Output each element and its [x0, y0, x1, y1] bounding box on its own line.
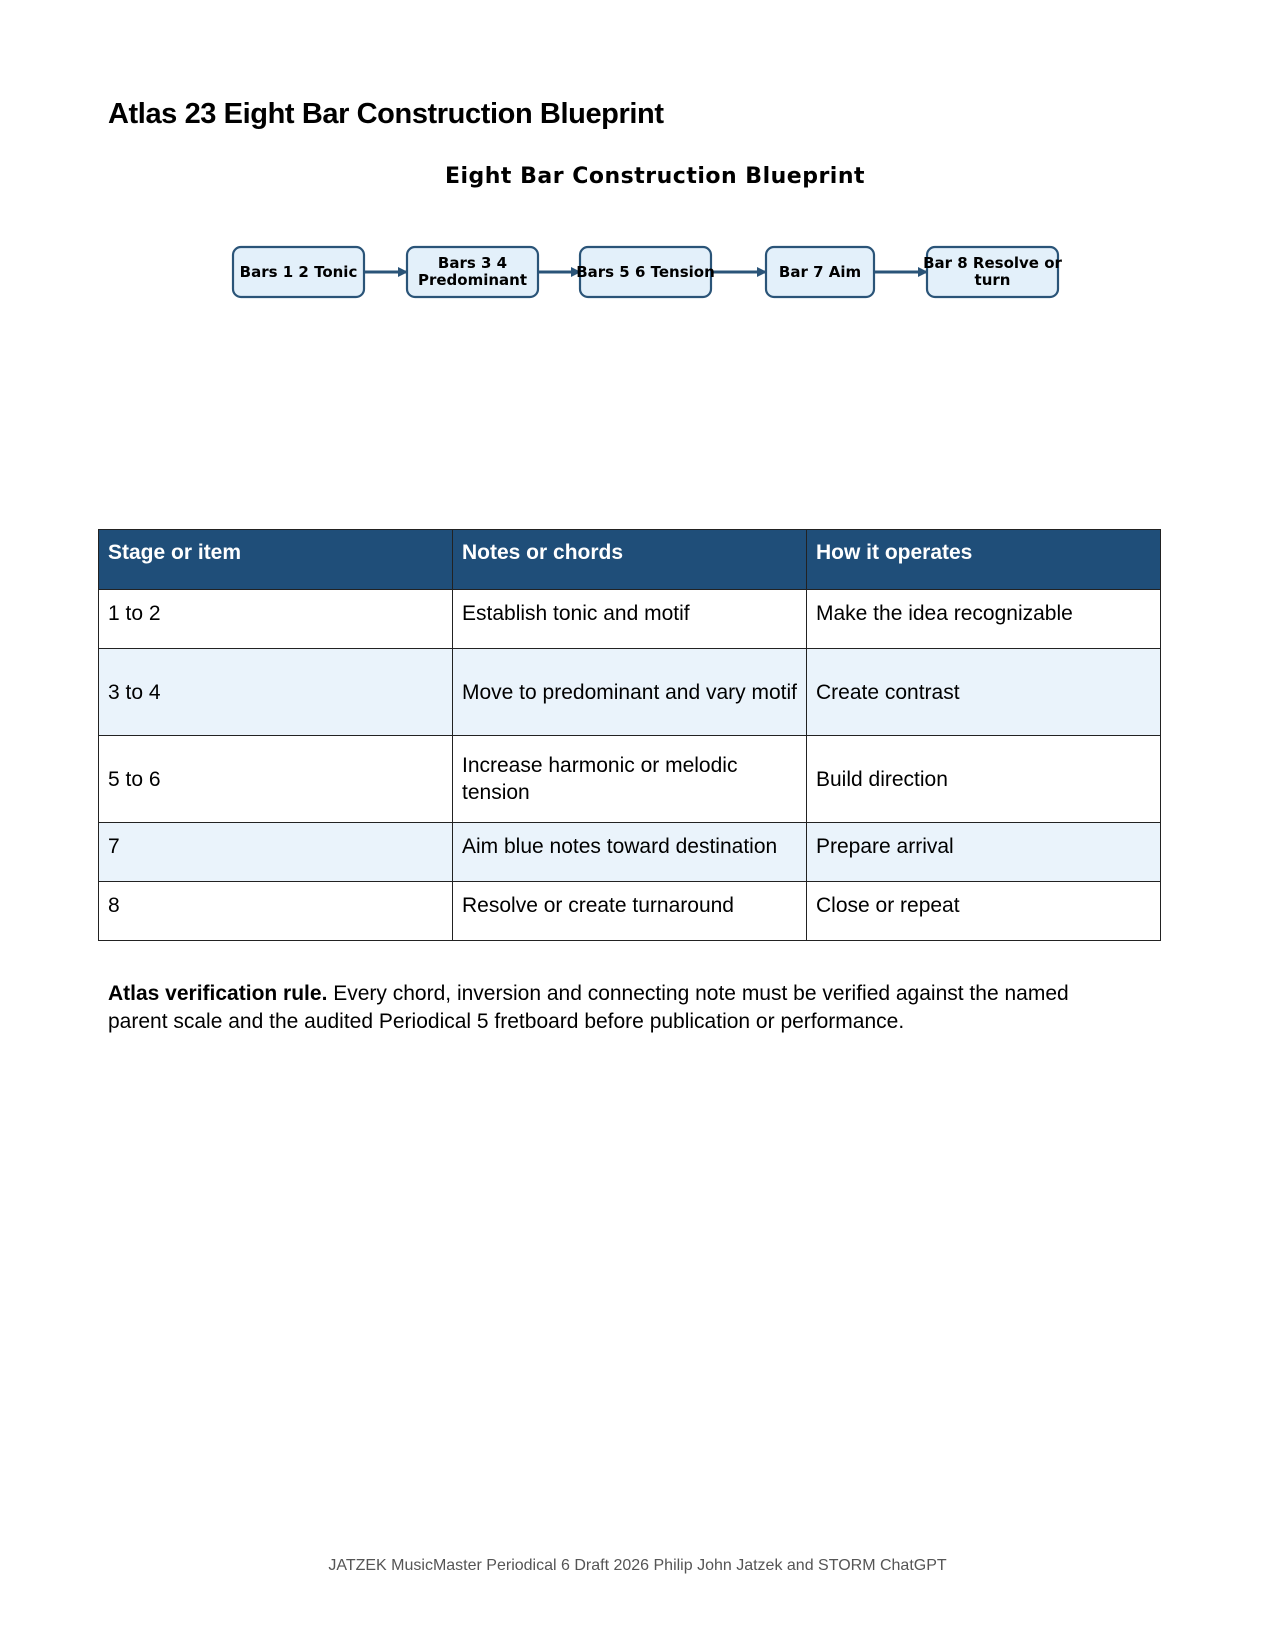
flow-node-label: Bars 3 4 Predominant [417, 254, 528, 289]
stage-table [98, 529, 1161, 941]
stage-cell: 1 to 2 [99, 590, 453, 649]
flow-node-label: Bar 7 Aim [778, 262, 862, 281]
notes-cell: Aim blue notes toward destination [453, 823, 807, 882]
table-header-row [99, 530, 1161, 590]
notes-cell: Increase harmonic or melodic tension [453, 736, 807, 823]
flow-node-label: Bar 8 Resolve or turn [923, 254, 1062, 289]
page-title: Atlas 23 Eight Bar Construction Blueprint [108, 98, 664, 130]
table-row [99, 736, 1161, 823]
table-row [99, 590, 1161, 649]
header-notes: Notes or chords [453, 530, 807, 590]
operation-cell: Make the idea recognizable [807, 590, 1161, 649]
rule-text: Every chord, inversion and connecting note must be verified against the named parent scale and the audited Periodical 5 fretboard before publication or performance. [108, 982, 1069, 1033]
flow-node-label: Bars 5 6 Tension [576, 262, 715, 281]
table-row [99, 823, 1161, 882]
diagram-title: Eight Bar Construction Blueprint [444, 164, 866, 189]
stage-cell: 8 [99, 882, 453, 941]
operation-cell: Build direction [807, 736, 1161, 823]
notes-cell: Move to predominant and vary motif [453, 649, 807, 736]
notes-cell: Establish tonic and motif [453, 590, 807, 649]
rule-label: Atlas verification rule. [108, 982, 328, 1005]
page-footer [0, 1557, 1275, 1575]
stage-cell: 3 to 4 [99, 649, 453, 736]
header-operation: How it operates [807, 530, 1161, 590]
flow-node-label: Bars 1 2 Tonic [239, 262, 358, 281]
verification-rule [108, 980, 1128, 1036]
notes-cell: Resolve or create turnaround [453, 882, 807, 941]
table-row [99, 882, 1161, 941]
operation-cell: Create contrast [807, 649, 1161, 736]
flow-diagram [0, 150, 1275, 320]
operation-cell: Close or repeat [807, 882, 1161, 941]
stage-cell: 5 to 6 [99, 736, 453, 823]
header-stage: Stage or item [99, 530, 453, 590]
stage-cell: 7 [99, 823, 453, 882]
operation-cell: Prepare arrival [807, 823, 1161, 882]
table-row [99, 649, 1161, 736]
footer-text: JATZEK MusicMaster Periodical 6 Draft 2026 Philip John Jatzek and STORM ChatGPT [328, 1557, 947, 1574]
